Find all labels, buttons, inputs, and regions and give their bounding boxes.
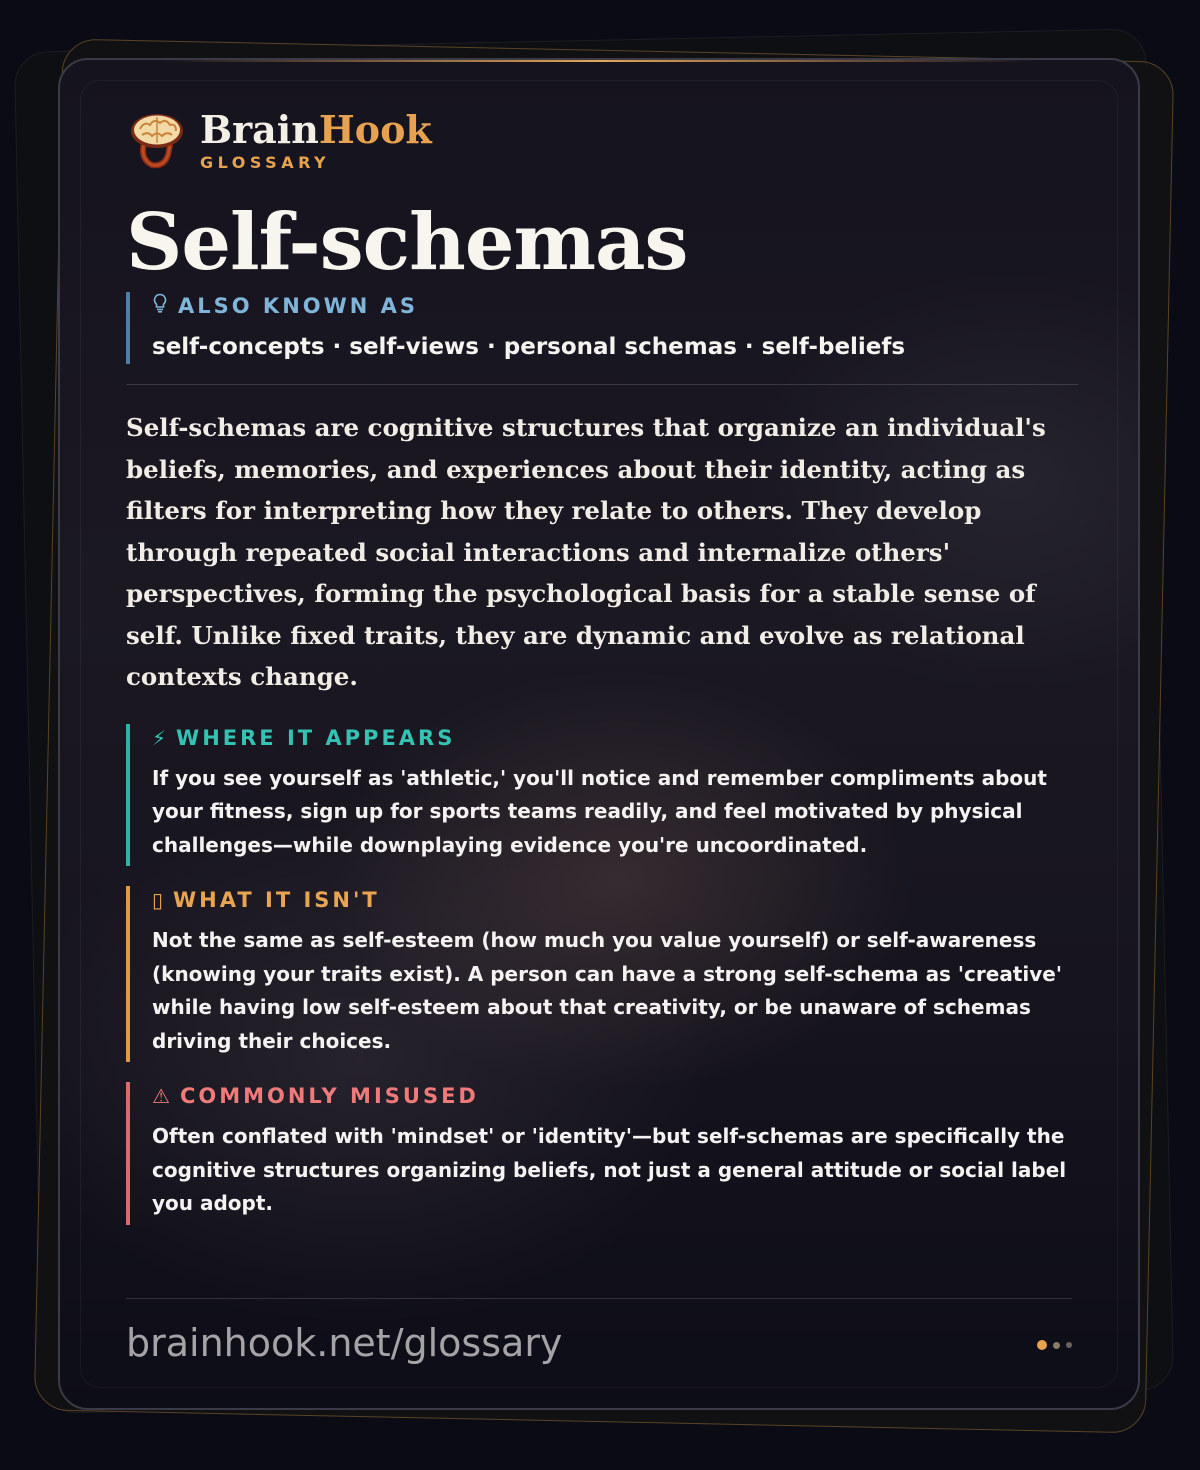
commonly-misused-title: COMMONLY MISUSED	[179, 1084, 479, 1108]
where-it-appears-label	[152, 724, 1078, 752]
card-top-accent-line	[160, 60, 1038, 62]
commonly-misused-block	[126, 1082, 1078, 1225]
what-it-isnt-title: WHAT IT ISN'T	[173, 888, 380, 912]
definition-text: Self-schemas are cognitive structures that organize an individual's beliefs, memories, and experiences about their identity, acting as filters for interpreting how they relate to others. They develop through repeated social interactions and internalize others' perspectives, forming the psychological basis for a stable sense of self. Unlike fixed traits, they are dynamic and evolve as relational contexts change.	[126, 413, 1046, 691]
brand-name	[200, 106, 432, 152]
pagination-dot-active	[1037, 1340, 1047, 1350]
where-it-appears-title: WHERE IT APPEARS	[176, 725, 456, 750]
brand-header	[126, 104, 1078, 176]
also-known-as-label	[152, 292, 1078, 320]
what-it-isnt-text: Not the same as self-esteem (how much you value yourself) or self-awareness (knowing your traits exist). A person can have a strong self-schema as 'creative' while having low self-esteem about that creativity, or be unaware of schemas driving their choices.	[152, 928, 1062, 1053]
what-it-isnt-block	[126, 886, 1078, 1062]
also-known-as-block	[126, 292, 1078, 364]
where-it-appears-block	[126, 724, 1078, 867]
missing-glyph-icon: ▯	[152, 888, 164, 912]
brand-name-part1: Brain	[200, 106, 319, 152]
also-known-as-title: ALSO KNOWN AS	[178, 294, 419, 318]
brand-subtitle: GLOSSARY	[200, 152, 331, 172]
warning-icon: ⚠	[152, 1084, 170, 1108]
commonly-misused-label	[152, 1082, 1078, 1110]
what-it-isnt-label	[152, 886, 1078, 914]
pagination-dots	[1031, 1340, 1072, 1350]
where-it-appears-text: If you see yourself as 'athletic,' you'll notice and remember compliments about your fitness, sign up for sports teams readily, and feel motivated by physical challenges—while downplaying evidence you're uncoordinated.	[152, 765, 1047, 857]
commonly-misused-text: Often conflated with 'mindset' or 'identity'—but self-schemas are specifically the cognitive structures organizing beliefs, not just a general attitude or social label you adopt.	[152, 1124, 1067, 1215]
lightbulb-icon	[152, 292, 168, 320]
header-divider	[126, 384, 1078, 385]
footer-url-link[interactable]: brainhook.net/glossary	[126, 1321, 563, 1365]
term-title: Self-schemas	[126, 197, 688, 288]
brain-hook-logo-icon	[126, 109, 188, 171]
also-known-as-values: self-concepts · self-views · personal schemas · self-beliefs	[152, 334, 906, 360]
lightning-icon: ⚡	[152, 725, 167, 750]
glossary-card	[58, 58, 1140, 1410]
footer-divider	[126, 1298, 1072, 1299]
card-content	[126, 104, 1078, 1225]
brand-name-part2: Hook	[318, 106, 432, 152]
pagination-dot	[1066, 1342, 1072, 1348]
pagination-dot	[1053, 1342, 1060, 1349]
